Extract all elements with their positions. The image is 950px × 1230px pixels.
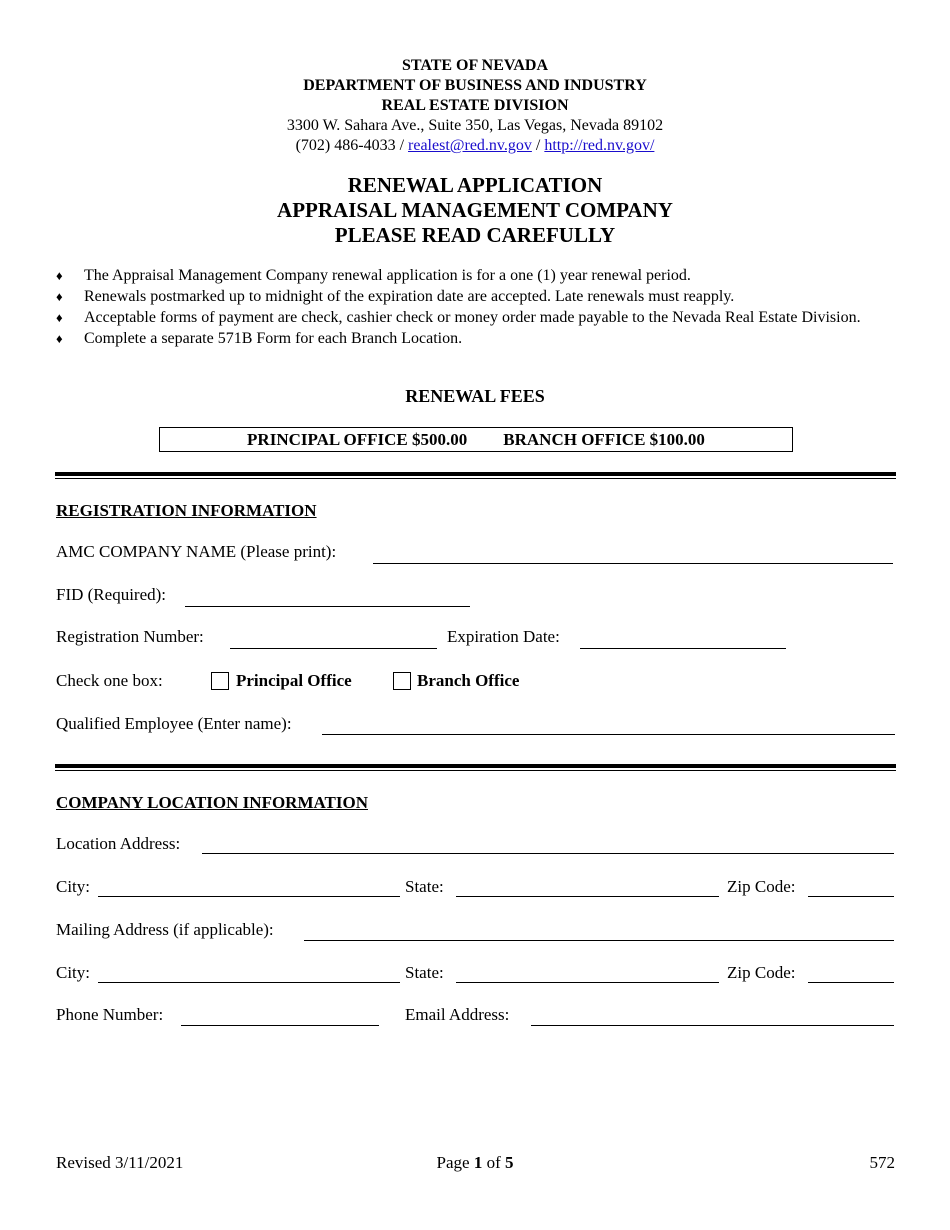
list-item: ♦ Complete a separate 571B Form for each Branch Location.	[56, 330, 463, 347]
location-address-label: Location Address:	[56, 834, 181, 853]
city-label: City:	[56, 877, 91, 896]
title-line-1: RENEWAL APPLICATION	[347, 173, 603, 197]
division-name: REAL ESTATE DIVISION	[381, 97, 569, 114]
title-line-3: PLEASE READ CAREFULLY	[334, 223, 616, 247]
diamond-bullet-icon: ♦	[56, 268, 63, 283]
principal-office-option-label: Principal Office	[236, 671, 352, 690]
mailing-zip-code-field[interactable]	[808, 982, 894, 983]
state-label: State:	[405, 877, 444, 896]
check-one-label: Check one box:	[56, 671, 163, 690]
mailing-address-field[interactable]	[304, 940, 894, 941]
title-line-2: APPRAISAL MANAGEMENT COMPANY	[277, 198, 673, 222]
location-heading: COMPANY LOCATION INFORMATION	[56, 793, 368, 812]
fee-box	[159, 427, 793, 452]
phone-number-label: Phone Number:	[56, 1005, 164, 1024]
branch-office-checkbox[interactable]	[393, 672, 411, 690]
mailing-city-label: City:	[56, 963, 91, 982]
section-divider	[55, 764, 896, 768]
separator: /	[535, 137, 541, 154]
principal-office-checkbox[interactable]	[211, 672, 229, 690]
zip-code-field[interactable]	[808, 896, 894, 897]
mailing-address-label: Mailing Address (if applicable):	[56, 920, 274, 939]
agency-email-link[interactable]: realest@red.nv.gov	[408, 137, 532, 154]
state-field[interactable]	[456, 896, 719, 897]
email-address-field[interactable]	[531, 1025, 894, 1026]
form-title	[0, 173, 950, 248]
qualified-employee-label: Qualified Employee (Enter name):	[56, 714, 292, 733]
section-divider	[55, 472, 896, 476]
registration-number-label: Registration Number:	[56, 627, 204, 646]
company-name-field[interactable]	[373, 563, 893, 564]
diamond-bullet-icon: ♦	[56, 289, 63, 304]
list-item: ♦ Acceptable forms of payment are check, cashier check or money order made payable to the Nevada Real Estate Division.	[56, 309, 861, 326]
current-page: 1	[473, 1153, 483, 1172]
instructions-list	[56, 266, 896, 350]
agency-header	[0, 56, 950, 156]
mailing-zip-code-label: Zip Code:	[727, 963, 796, 982]
diamond-bullet-icon: ♦	[56, 331, 63, 346]
agency-website-link[interactable]: http://red.nv.gov/	[544, 137, 655, 154]
agency-phone: (702) 486-4033	[295, 137, 396, 154]
phone-number-field[interactable]	[181, 1025, 379, 1026]
mailing-state-label: State:	[405, 963, 444, 982]
department-name: DEPARTMENT OF BUSINESS AND INDUSTRY	[303, 77, 647, 94]
fid-label: FID (Required):	[56, 585, 167, 604]
principal-fee: PRINCIPAL OFFICE $500.00	[247, 429, 468, 449]
renewal-fees-title: RENEWAL FEES	[405, 386, 545, 406]
qualified-employee-field[interactable]	[322, 734, 895, 735]
separator: /	[399, 137, 405, 154]
list-item: ♦ Renewals postmarked up to midnight of the expiration date are accepted. Late renewals must reapply.	[56, 288, 735, 305]
page-indicator: Page 1 of 5	[436, 1153, 514, 1172]
company-name-label: AMC COMPANY NAME (Please print):	[56, 542, 337, 561]
form-number: 572	[869, 1153, 895, 1172]
location-address-field[interactable]	[202, 853, 894, 854]
agency-address: 3300 W. Sahara Ave., Suite 350, Las Vegas, Nevada 89102	[286, 117, 664, 134]
expiration-date-field[interactable]	[580, 648, 786, 649]
revision-date: Revised 3/11/2021	[56, 1153, 184, 1172]
branch-fee: BRANCH OFFICE $100.00	[503, 429, 705, 449]
email-address-label: Email Address:	[405, 1005, 510, 1024]
contact-line	[0, 136, 950, 156]
expiration-date-label: Expiration Date:	[447, 627, 560, 646]
mailing-state-field[interactable]	[456, 982, 719, 983]
zip-code-label: Zip Code:	[727, 877, 796, 896]
registration-heading: REGISTRATION INFORMATION	[56, 501, 317, 520]
total-pages: 5	[504, 1153, 514, 1172]
registration-number-field[interactable]	[230, 648, 437, 649]
list-item: ♦ The Appraisal Management Company renewal application is for a one (1) year renewal period.	[56, 267, 691, 284]
branch-office-option-label: Branch Office	[417, 671, 520, 690]
city-field[interactable]	[98, 896, 400, 897]
state-name: STATE OF NEVADA	[401, 57, 549, 74]
mailing-city-field[interactable]	[98, 982, 400, 983]
fid-field[interactable]	[185, 606, 470, 607]
diamond-bullet-icon: ♦	[56, 310, 63, 325]
